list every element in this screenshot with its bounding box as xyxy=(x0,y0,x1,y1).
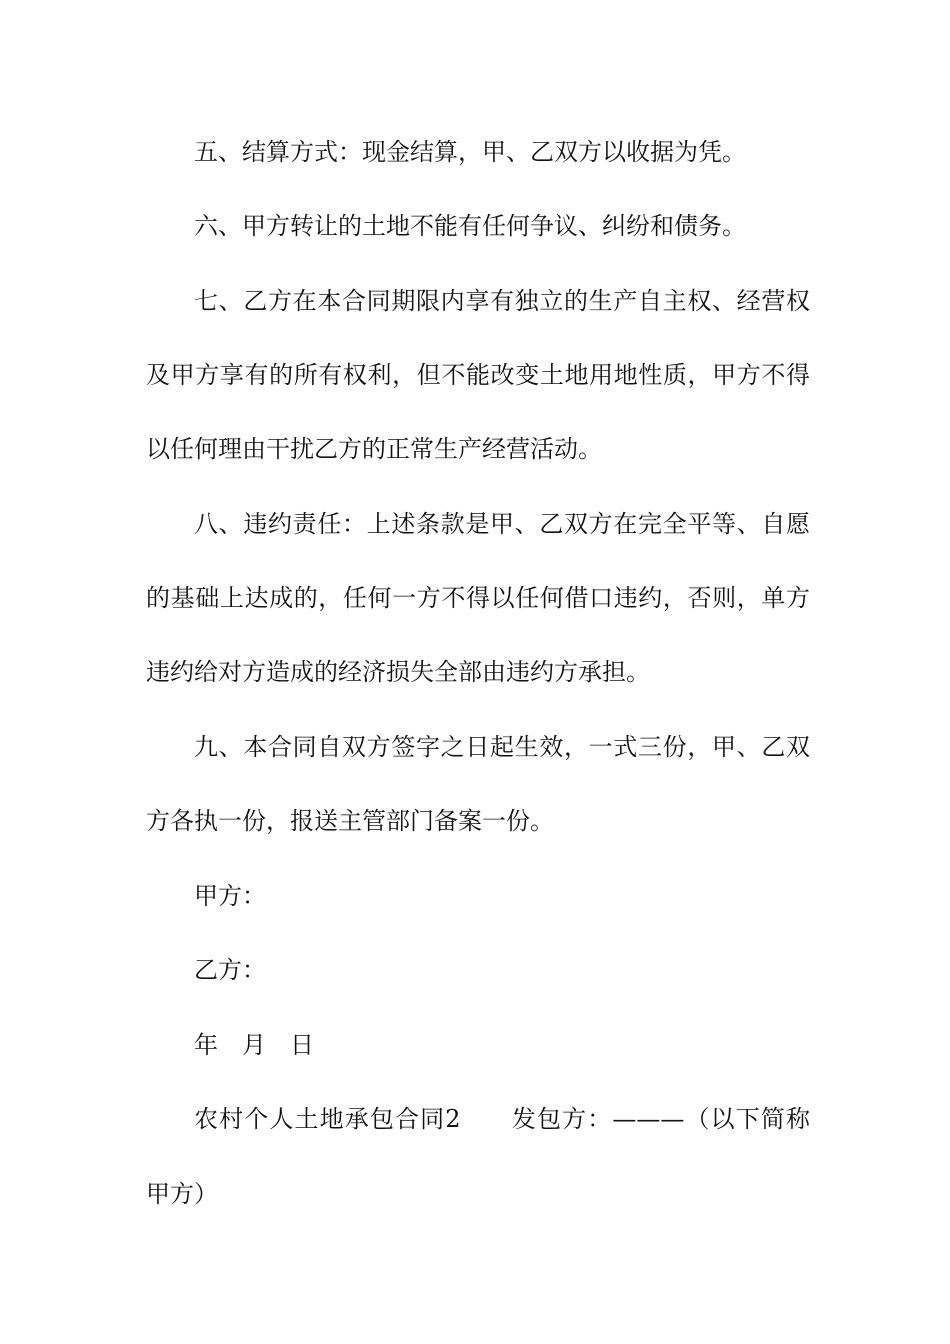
party-b-signature-label: 乙方： xyxy=(194,956,266,984)
contract-2-heading-line-1: 农村个人土地承包合同2 发包方：———（以下简称 xyxy=(194,1105,810,1133)
date-line: 年 月 日 xyxy=(194,1031,314,1059)
clause-7-line-2: 及甲方享有的所有权利，但不能改变土地用地性质，甲方不得 xyxy=(146,361,810,389)
clause-5-line-1: 五、结算方式：现金结算，甲、乙双方以收据为凭。 xyxy=(194,138,746,166)
contract-2-heading-line-2: 甲方） xyxy=(146,1180,218,1208)
clause-7-line-3: 以任何理由干扰乙方的正常生产经营活动。 xyxy=(146,435,602,463)
party-a-signature-label: 甲方： xyxy=(194,882,266,910)
clause-6-line-1: 六、甲方转让的土地不能有任何争议、纠纷和债务。 xyxy=(194,212,746,240)
clause-9-line-1: 九、本合同自双方签字之日起生效，一式三份，甲、乙双 xyxy=(194,733,810,761)
clause-8-line-2: 的基础上达成的，任何一方不得以任何借口违约，否则，单方 xyxy=(146,584,810,612)
clause-8-line-3: 违约给对方造成的经济损失全部由违约方承担。 xyxy=(146,658,650,686)
clause-7-line-1: 七、乙方在本合同期限内享有独立的生产自主权、经营权 xyxy=(194,287,810,315)
clause-8-line-1: 八、违约责任：上述条款是甲、乙双方在完全平等、自愿 xyxy=(194,510,810,538)
clause-9-line-2: 方各执一份，报送主管部门备案一份。 xyxy=(146,807,554,835)
